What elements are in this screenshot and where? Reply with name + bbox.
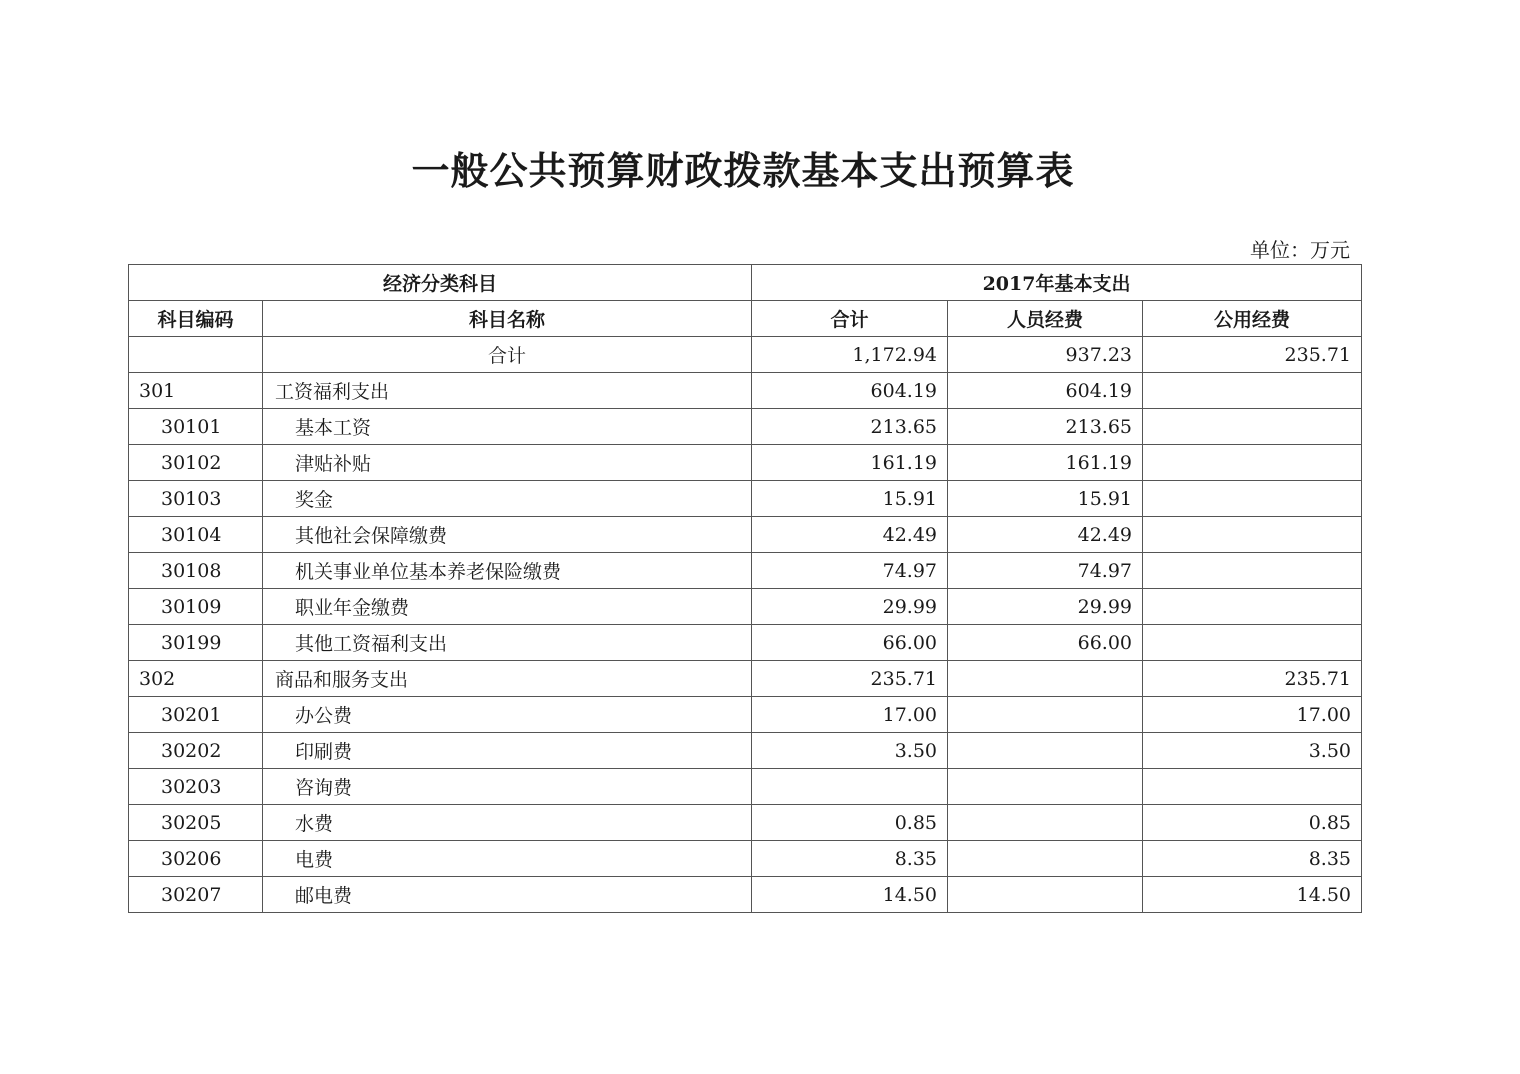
table-row [129,373,1362,409]
table-row [129,481,1362,517]
cell-public: 17.00 [1143,697,1362,733]
header-name: 科目名称 [263,301,752,337]
cell-total: 604.19 [752,373,948,409]
cell-personnel: 66.00 [948,625,1143,661]
cell-total [752,769,948,805]
table-row [129,841,1362,877]
cell-code: 30108 [129,553,263,589]
cell-code: 301 [129,373,263,409]
header-personnel: 人员经费 [948,301,1143,337]
header-code: 科目编码 [129,301,263,337]
cell-name: 其他社会保障缴费 [263,517,752,553]
table-row [129,553,1362,589]
cell-public [1143,553,1362,589]
cell-code: 30104 [129,517,263,553]
cell-code: 30101 [129,409,263,445]
cell-public [1143,769,1362,805]
cell-name: 咨询费 [263,769,752,805]
cell-total: 66.00 [752,625,948,661]
cell-name: 奖金 [263,481,752,517]
cell-public [1143,589,1362,625]
table-row [129,877,1362,913]
cell-personnel: 604.19 [948,373,1143,409]
table-row [129,733,1362,769]
table-row [129,409,1362,445]
cell-personnel [948,769,1143,805]
cell-total: 8.35 [752,841,948,877]
cell-total: 235.71 [752,661,948,697]
cell-public [1143,445,1362,481]
table-row [129,697,1362,733]
cell-name: 电费 [263,841,752,877]
table-row [129,805,1362,841]
cell-personnel: 15.91 [948,481,1143,517]
cell-name: 印刷费 [263,733,752,769]
cell-personnel [948,805,1143,841]
budget-table [128,264,1362,913]
cell-code: 302 [129,661,263,697]
cell-total: 213.65 [752,409,948,445]
cell-personnel: 213.65 [948,409,1143,445]
cell-code: 30199 [129,625,263,661]
cell-public [1143,409,1362,445]
cell-public: 3.50 [1143,733,1362,769]
cell-total: 17.00 [752,697,948,733]
cell-public [1143,373,1362,409]
cell-name: 工资福利支出 [263,373,752,409]
cell-name: 水费 [263,805,752,841]
header-economic-category: 经济分类科目 [129,265,752,301]
cell-code: 30205 [129,805,263,841]
cell-name: 职业年金缴费 [263,589,752,625]
header-total: 合计 [752,301,948,337]
cell-public [1143,625,1362,661]
cell-public: 14.50 [1143,877,1362,913]
header-public: 公用经费 [1143,301,1362,337]
cell-total: 0.85 [752,805,948,841]
cell-code: 30201 [129,697,263,733]
cell-code: 30203 [129,769,263,805]
cell-public: 0.85 [1143,805,1362,841]
cell-personnel [948,877,1143,913]
cell-name: 基本工资 [263,409,752,445]
table-row [129,625,1362,661]
cell-code [129,337,263,373]
cell-name: 机关事业单位基本养老保险缴费 [263,553,752,589]
cell-code: 30206 [129,841,263,877]
cell-personnel [948,841,1143,877]
table-row [129,517,1362,553]
cell-public [1143,481,1362,517]
cell-code: 30109 [129,589,263,625]
cell-code: 30102 [129,445,263,481]
cell-public: 235.71 [1143,661,1362,697]
cell-total: 29.99 [752,589,948,625]
table-row [129,589,1362,625]
cell-name: 合计 [263,337,752,373]
table-row [129,661,1362,697]
cell-public [1143,517,1362,553]
header-column-row [129,301,1362,337]
cell-total: 161.19 [752,445,948,481]
unit-note: 单位：万元 [1250,238,1350,262]
page-title: 一般公共预算财政拨款基本支出预算表 [411,148,1075,193]
cell-personnel: 74.97 [948,553,1143,589]
cell-code: 30202 [129,733,263,769]
cell-personnel [948,661,1143,697]
cell-personnel [948,733,1143,769]
table-row [129,769,1362,805]
cell-code: 30103 [129,481,263,517]
header-basic-expenditure: 2017年基本支出 [752,265,1362,301]
table-row [129,445,1362,481]
cell-name: 商品和服务支出 [263,661,752,697]
header-group-row [129,265,1362,301]
cell-total: 74.97 [752,553,948,589]
cell-name: 邮电费 [263,877,752,913]
total-row [129,337,1362,373]
cell-code: 30207 [129,877,263,913]
cell-total: 42.49 [752,517,948,553]
cell-total: 3.50 [752,733,948,769]
cell-public: 8.35 [1143,841,1362,877]
cell-total: 15.91 [752,481,948,517]
cell-personnel: 29.99 [948,589,1143,625]
cell-name: 津贴补贴 [263,445,752,481]
cell-personnel: 161.19 [948,445,1143,481]
cell-personnel: 42.49 [948,517,1143,553]
cell-name: 其他工资福利支出 [263,625,752,661]
cell-public: 235.71 [1143,337,1362,373]
cell-name: 办公费 [263,697,752,733]
cell-personnel [948,697,1143,733]
cell-total: 1,172.94 [752,337,948,373]
cell-personnel: 937.23 [948,337,1143,373]
cell-total: 14.50 [752,877,948,913]
